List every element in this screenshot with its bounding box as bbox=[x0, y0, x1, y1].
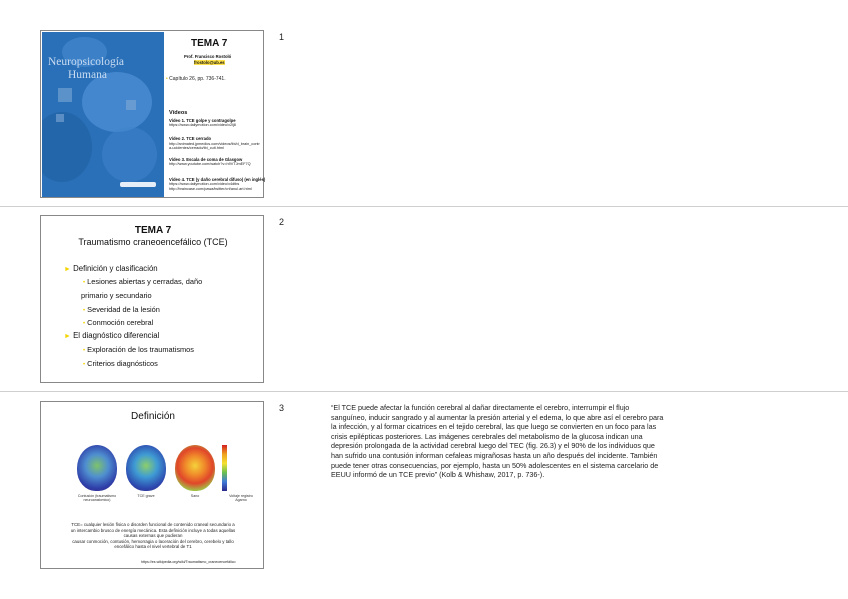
professor-email[interactable]: frostolo@ub.es bbox=[194, 59, 225, 65]
source-url[interactable]: https://es.wikipedia.org/wiki/Traumatismo_craneoencefálico bbox=[141, 560, 236, 564]
page-divider-2 bbox=[0, 391, 848, 392]
slide-2-title: TEMA 7 bbox=[134, 225, 172, 236]
video-3-url[interactable]: http://www.youtube.com/watch?v=h9VTJmEF7Q bbox=[169, 162, 251, 166]
speaker-notes-3 bbox=[331, 403, 801, 480]
video-2-title: Vídeo 2. TCE cerrado bbox=[169, 136, 212, 141]
brain-scan-sano bbox=[175, 445, 215, 491]
slide-2-subtitle: Traumatismo craneoencefálico (TCE) bbox=[78, 237, 228, 247]
outline-subitem-lesiones: • Lesiones abiertas y cerradas, daño bbox=[83, 277, 203, 286]
slide-1-title: TEMA 7 bbox=[191, 38, 228, 49]
page-divider-1 bbox=[0, 206, 848, 207]
video-3-title: Vídeo 3. Escala de coma de Glasgow bbox=[169, 157, 243, 162]
notes-line-8: EEUU informó de un TCE previo” (Kolb & Whishaw, 2017, p. 736-). bbox=[331, 470, 545, 480]
book-cover-image bbox=[42, 32, 164, 197]
cover-title-line1: Neuropsicología bbox=[48, 56, 125, 68]
definition-line-2: un intercambio brusco de energía mecánica. Esta definición incluye a todas aquellas bbox=[70, 527, 236, 533]
video-1-title: Vídeo 1. TCE golpe y contragolpe bbox=[169, 118, 236, 123]
publisher-logo bbox=[120, 182, 156, 187]
notes-line-7: puede tener otras consecuencias, por ejemplo, hasta un 50% adolescentes en el sistema carcelario de bbox=[331, 460, 659, 470]
caption-tce-grave: TCE grave bbox=[137, 494, 155, 498]
outline-subitem-criterios: • Criterios diagnósticos bbox=[83, 359, 158, 368]
page-number-3: 3 bbox=[279, 403, 285, 413]
chapter-ref: • Capítulo 26, pp. 736-741. bbox=[166, 76, 226, 82]
video-4-url[interactable]: https://www.dailymotion.com/video/x4dtbs bbox=[169, 182, 240, 186]
video-1-url[interactable]: https://www.dailymotion.com/video/x2lj8 bbox=[169, 123, 236, 127]
definition-line-3: causas externas que pudieran bbox=[123, 533, 183, 538]
brain-scan-contusion bbox=[77, 445, 117, 491]
professor-name: Prof. Francisco Rostoló bbox=[184, 54, 232, 59]
outline-subitem-severidad: • Severidad de la lesión bbox=[83, 305, 160, 314]
notes-line-3: la infección, y al formar cicatrices en el tejido cerebral, las que luego se convierten en un foco para las bbox=[331, 422, 657, 432]
color-scale-bar bbox=[222, 445, 227, 491]
slide-3[interactable] bbox=[40, 401, 264, 569]
videos-heading: Vídeos bbox=[169, 110, 188, 116]
notes-line-2: sanguíneo, inducir sangrado y al aumentar la presión arterial y el edema, lo que abre así el cerebro para bbox=[331, 412, 664, 422]
cover-title-line2: Humana bbox=[68, 69, 107, 81]
slide-3-title: Definición bbox=[131, 411, 175, 422]
outline-subitem-conmocion: • Conmoción cerebral bbox=[83, 318, 154, 327]
page-number-1: 1 bbox=[279, 32, 285, 42]
definition-line-1: TCE= cualquier lesión física o disorden funcional de contenido craneal secundario a bbox=[71, 522, 235, 527]
video-4-title: Vídeo 4. TCE (y daño cerebral difuso) (en inglés) bbox=[169, 177, 266, 182]
video-4-url-2[interactable]: http://braincase.com/pawa/twitter/crt/anul.art.html bbox=[169, 187, 252, 191]
slide-2[interactable] bbox=[40, 215, 264, 383]
outline-subitem-exploracion: • Exploración de los traumatismos bbox=[83, 345, 194, 354]
outline-item-diagnostico: ► El diagnóstico diferencial bbox=[64, 331, 160, 340]
slide-1[interactable] bbox=[40, 30, 264, 198]
notes-line-4: crisis epilépticas posteriores. Las imágenes cerebrales del metabolismo de la glucosa indican una bbox=[331, 431, 643, 441]
brain-scan-tce-grave bbox=[126, 445, 166, 491]
notes-line-6: han sufrido una contusión informan cefaleas migrañosas hasta un año después del incidente. También bbox=[331, 450, 658, 460]
outline-subitem-lesiones-cont: primario y secundario bbox=[81, 291, 152, 300]
page-number-2: 2 bbox=[279, 217, 285, 227]
caption-contusion: Contusión (traumatismo neuroanatomico) bbox=[77, 494, 117, 503]
definition-line-4: causar conmoción, contusión, hemorragia o laceración del cerebro, cerebelo y tallo bbox=[72, 538, 234, 544]
notes-line-5: depresión prolongada de la actividad cerebral luego del TEC (fig. 26.3) y el 90% de los individuos que bbox=[331, 441, 655, 451]
outline-item-definition: ► Definición y clasificación bbox=[64, 264, 158, 273]
video-2-url-cont[interactable]: a-ucidentes/cerrado/tbi_cuit.html bbox=[169, 146, 224, 150]
definition-line-5: encefálico hasta el nivel vertebral de T1 bbox=[114, 544, 192, 549]
notes-line-1: “El TCE puede afectar la función cerebral al dañar directamente el cerebro, interrumpir el flujo bbox=[331, 403, 630, 412]
caption-scale: Voltaje registro Agarno bbox=[229, 494, 253, 503]
video-2-url[interactable]: http://animated.jpmedics.com/videos/tbi/d_brain_contr bbox=[169, 141, 260, 146]
caption-sano: Sano bbox=[190, 494, 200, 498]
